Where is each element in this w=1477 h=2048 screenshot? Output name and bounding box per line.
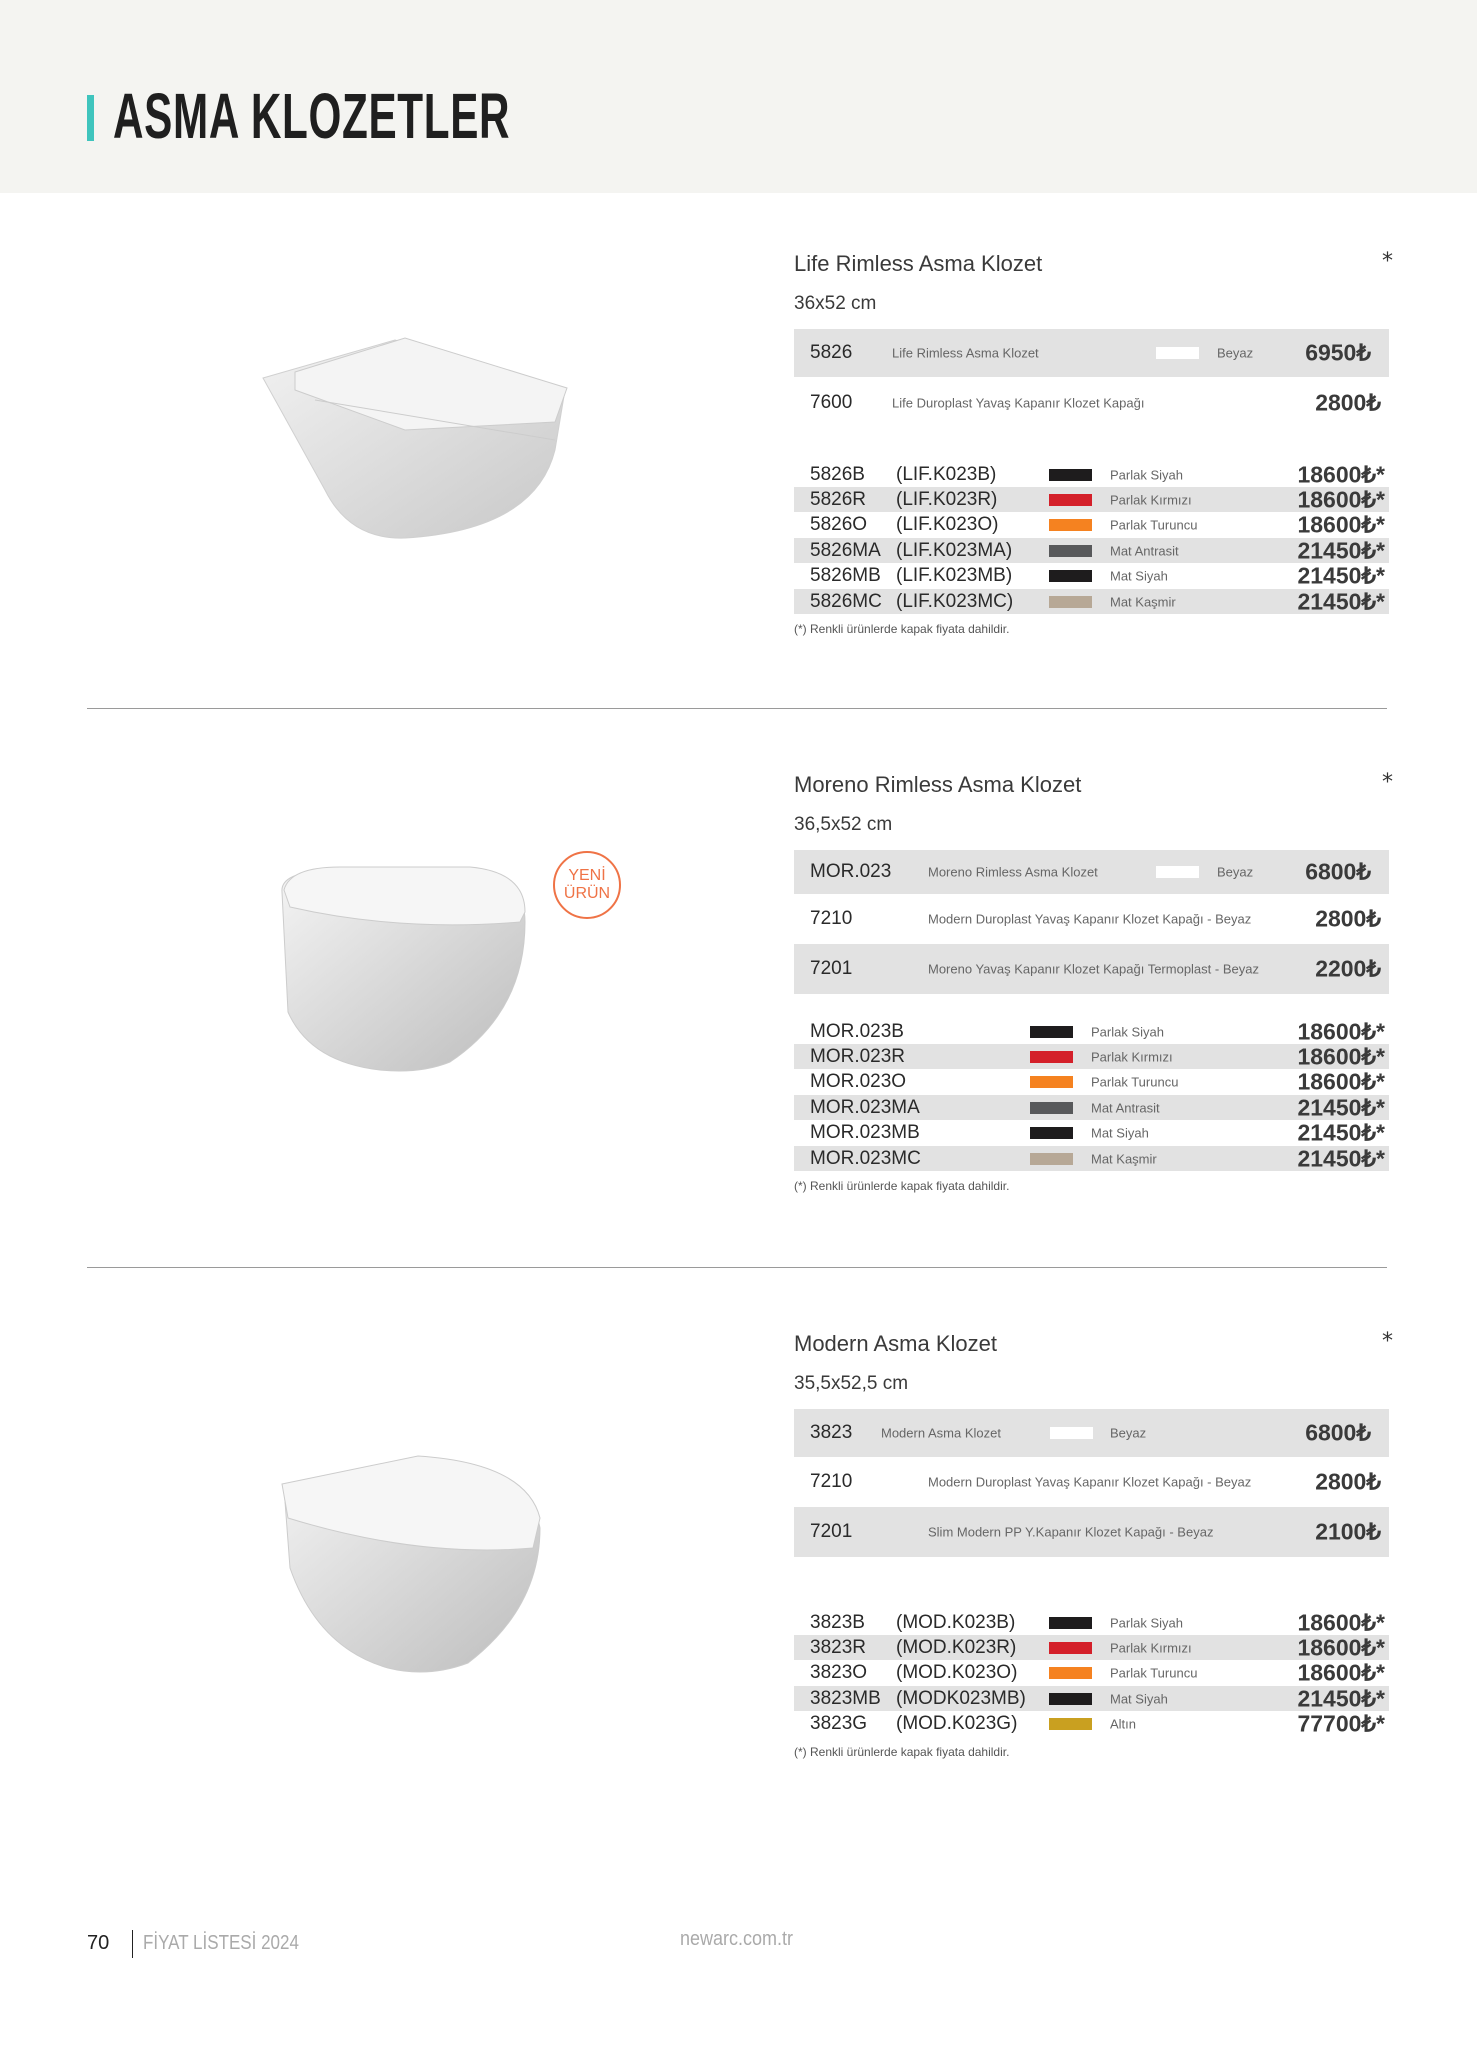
color-name: Mat Kaşmir	[1110, 594, 1176, 609]
color-swatch	[1049, 1718, 1092, 1730]
color-name: Mat Antrasit	[1110, 543, 1179, 559]
color-name: Parlak Turuncu	[1091, 1074, 1179, 1090]
asterisk-mark: *	[1382, 770, 1393, 795]
variant-code: MOR.023MC	[810, 1147, 921, 1169]
color-swatch	[1049, 469, 1092, 481]
variant-code: 3823R	[810, 1636, 866, 1658]
variant-price: 18600₺*	[1297, 1609, 1385, 1635]
price-row[interactable]	[794, 329, 1389, 377]
product-price: 2800₺	[1315, 389, 1381, 416]
variant-reference: (LIF.K023R)	[896, 488, 998, 510]
color-swatch	[1156, 866, 1199, 878]
variant-price: 18600₺*	[1297, 486, 1385, 513]
product-price: 2800₺	[1315, 905, 1381, 932]
variant-reference: (MOD.K023G)	[896, 1713, 1018, 1735]
product-price: 6950₺	[1305, 339, 1371, 366]
color-name: Parlak Siyah	[1110, 1615, 1183, 1630]
product-description: Moreno Rimless Asma Klozet	[928, 864, 1098, 880]
price-row[interactable]	[794, 894, 1389, 944]
color-variant-row[interactable]	[794, 1095, 1389, 1120]
variant-code: MOR.023O	[810, 1071, 907, 1093]
product-size: 36,5x52 cm	[794, 814, 893, 835]
product-price: 2100₺	[1315, 1518, 1381, 1545]
color-name: Beyaz	[1217, 345, 1254, 361]
section-title: Moreno Rimless Asma Klozet	[794, 772, 1082, 797]
color-swatch	[1030, 1076, 1073, 1088]
variant-price: 21450₺*	[1297, 1145, 1385, 1171]
color-name: Mat Antrasit	[1091, 1100, 1160, 1116]
variant-code: 5826R	[810, 488, 866, 510]
page-header	[0, 0, 1477, 193]
product-price: 2800₺	[1315, 1468, 1381, 1495]
color-swatch	[1030, 1127, 1073, 1139]
variant-code: 5826MB	[810, 565, 881, 587]
badge-line2: ÜRÜN	[563, 885, 611, 902]
variant-reference: (MOD.K023B)	[896, 1611, 1016, 1633]
color-variant-row[interactable]	[794, 1712, 1389, 1737]
variant-price: 18600₺*	[1297, 461, 1385, 487]
new-product-badge	[553, 851, 621, 919]
variant-reference: (LIF.K023O)	[896, 514, 999, 536]
variant-code: MOR.023R	[810, 1045, 906, 1067]
section-divider	[87, 1267, 1387, 1268]
color-swatch	[1030, 1102, 1073, 1114]
variant-price: 77700₺*	[1297, 1710, 1385, 1737]
variant-reference: (LIF.K023MC)	[896, 590, 1014, 612]
product-code: 7201	[810, 958, 853, 979]
product-description: Life Duroplast Yavaş Kapanır Klozet Kapağı	[892, 395, 1145, 411]
variant-price: 21450₺*	[1297, 1685, 1385, 1712]
footer-label: FİYAT LİSTESİ 2024	[143, 1932, 299, 1954]
color-variant-row[interactable]	[794, 513, 1389, 538]
color-swatch	[1049, 1617, 1092, 1629]
variant-reference: (LIF.K023B)	[896, 463, 997, 485]
footer-separator	[132, 1930, 133, 1958]
accent-bar	[87, 95, 94, 141]
variant-reference: (MOD.K023O)	[896, 1662, 1018, 1684]
color-name: Parlak Kırmızı	[1110, 1640, 1192, 1656]
badge-line1: YENİ	[568, 867, 606, 884]
color-variant-row[interactable]	[794, 1635, 1389, 1660]
color-swatch	[1156, 347, 1199, 359]
product-size: 35,5x52,5 cm	[794, 1373, 909, 1394]
color-variant-row[interactable]	[794, 1044, 1389, 1069]
product-price: 2200₺	[1315, 955, 1381, 982]
color-name: Parlak Kırmızı	[1110, 492, 1192, 508]
life-toilet-image	[255, 330, 575, 545]
variant-price: 21450₺*	[1297, 1119, 1385, 1146]
color-swatch	[1049, 494, 1092, 506]
price-row[interactable]	[794, 944, 1389, 994]
color-swatch	[1049, 519, 1092, 531]
color-variant-row[interactable]	[794, 564, 1389, 589]
color-name: Parlak Siyah	[1110, 467, 1183, 482]
variant-price: 18600₺*	[1297, 1043, 1385, 1070]
variant-price: 21450₺*	[1297, 562, 1385, 589]
product-price: 6800₺	[1305, 1419, 1371, 1446]
color-variant-row[interactable]	[794, 589, 1389, 614]
color-name: Parlak Siyah	[1091, 1024, 1164, 1039]
color-variant-row[interactable]	[794, 538, 1389, 563]
color-variant-row[interactable]	[794, 487, 1389, 512]
variant-price: 18600₺*	[1297, 1634, 1385, 1661]
color-swatch	[1049, 1693, 1092, 1705]
footnote: (*) Renkli ürünlerde kapak fiyata dahildir.	[794, 1745, 1010, 1759]
color-name: Mat Siyah	[1110, 1691, 1168, 1707]
price-row[interactable]	[794, 1507, 1389, 1557]
product-size: 36x52 cm	[794, 293, 877, 314]
color-variant-row[interactable]	[794, 462, 1389, 487]
variant-price: 18600₺*	[1297, 1068, 1385, 1095]
variant-price: 18600₺*	[1297, 511, 1385, 538]
variant-price: 18600₺*	[1297, 1018, 1385, 1044]
variant-price: 21450₺*	[1297, 537, 1385, 564]
color-variant-row[interactable]	[794, 1146, 1389, 1171]
product-code: 3823	[810, 1422, 853, 1443]
product-description: Modern Asma Klozet	[881, 1425, 1001, 1441]
price-row[interactable]	[794, 1457, 1389, 1507]
section-divider	[87, 708, 1387, 709]
variant-code: 3823B	[810, 1611, 865, 1633]
product-code: MOR.023	[810, 861, 892, 882]
color-swatch	[1049, 545, 1092, 557]
footnote: (*) Renkli ürünlerde kapak fiyata dahildir.	[794, 1179, 1010, 1194]
variant-price: 21450₺*	[1297, 1094, 1385, 1121]
product-code: 7600	[810, 392, 853, 413]
section-title: Modern Asma Klozet	[794, 1331, 997, 1356]
color-swatch	[1049, 570, 1092, 582]
footnote: (*) Renkli ürünlerde kapak fiyata dahildir.	[794, 622, 1010, 637]
variant-reference: (MODK023MB)	[896, 1687, 1026, 1709]
color-name: Parlak Kırmızı	[1091, 1049, 1173, 1065]
variant-code: 3823G	[810, 1713, 868, 1735]
product-code: 7201	[810, 1521, 853, 1542]
asterisk-mark: *	[1382, 1329, 1393, 1354]
variant-code: MOR.023MB	[810, 1122, 920, 1144]
variant-code: 5826B	[810, 463, 865, 485]
variant-code: 3823O	[810, 1662, 868, 1684]
color-variant-row[interactable]	[794, 1661, 1389, 1686]
color-swatch	[1049, 1642, 1092, 1654]
color-name: Mat Siyah	[1110, 568, 1168, 584]
variant-code: 3823MB	[810, 1687, 881, 1709]
color-name: Beyaz	[1110, 1425, 1147, 1441]
variant-code: MOR.023MA	[810, 1096, 920, 1118]
page-number: 70	[87, 1932, 110, 1954]
variant-code: MOR.023B	[810, 1020, 904, 1042]
footer-website[interactable]: newarc.com.tr	[680, 1928, 794, 1950]
moreno-toilet-image	[270, 862, 535, 1077]
variant-code: 5826MC	[810, 590, 882, 612]
section-title: Life Rimless Asma Klozet	[794, 251, 1043, 276]
color-variant-row[interactable]	[794, 1610, 1389, 1635]
product-description: Life Rimless Asma Klozet	[892, 345, 1039, 361]
product-description: Moreno Yavaş Kapanır Klozet Kapağı Termoplast - Beyaz	[928, 961, 1259, 977]
color-variant-row[interactable]	[794, 1686, 1389, 1711]
color-name: Mat Siyah	[1091, 1125, 1149, 1141]
color-swatch	[1049, 596, 1092, 608]
asterisk-mark: *	[1382, 249, 1393, 274]
page-title: ASMA KLOZETLER	[113, 80, 511, 152]
color-swatch	[1050, 1427, 1093, 1439]
product-code: 7210	[810, 908, 853, 929]
color-swatch	[1030, 1153, 1073, 1165]
variant-code: 5826O	[810, 514, 868, 536]
color-swatch	[1030, 1051, 1073, 1063]
variant-code: 5826MA	[810, 539, 881, 561]
color-swatch	[1049, 1667, 1092, 1679]
color-name: Parlak Turuncu	[1110, 1665, 1198, 1681]
variant-price: 18600₺*	[1297, 1659, 1385, 1686]
color-swatch	[1030, 1026, 1073, 1038]
color-name: Altın	[1110, 1716, 1137, 1732]
color-variant-row[interactable]	[794, 1121, 1389, 1146]
product-description: Modern Duroplast Yavaş Kapanır Klozet Kapağı - Beyaz	[928, 911, 1252, 927]
color-name: Parlak Turuncu	[1110, 517, 1198, 533]
price-row[interactable]	[794, 377, 1389, 429]
product-code: 5826	[810, 342, 853, 363]
product-code: 7210	[810, 1471, 853, 1492]
variant-reference: (LIF.K023MB)	[896, 565, 1013, 587]
color-variant-row[interactable]	[794, 1070, 1389, 1095]
color-variant-row[interactable]	[794, 1019, 1389, 1044]
product-price: 6800₺	[1305, 858, 1371, 885]
price-row[interactable]	[794, 850, 1389, 894]
price-row[interactable]	[794, 1409, 1389, 1457]
product-description: Slim Modern PP Y.Kapanır Klozet Kapağı - Beyaz	[928, 1524, 1214, 1540]
modern-toilet-image	[278, 1448, 543, 1678]
color-name: Mat Kaşmir	[1091, 1151, 1157, 1166]
variant-reference: (LIF.K023MA)	[896, 539, 1013, 561]
product-description: Modern Duroplast Yavaş Kapanır Klozet Kapağı - Beyaz	[928, 1474, 1252, 1490]
color-name: Beyaz	[1217, 864, 1254, 880]
variant-price: 21450₺*	[1297, 588, 1385, 614]
variant-reference: (MOD.K023R)	[896, 1636, 1017, 1658]
